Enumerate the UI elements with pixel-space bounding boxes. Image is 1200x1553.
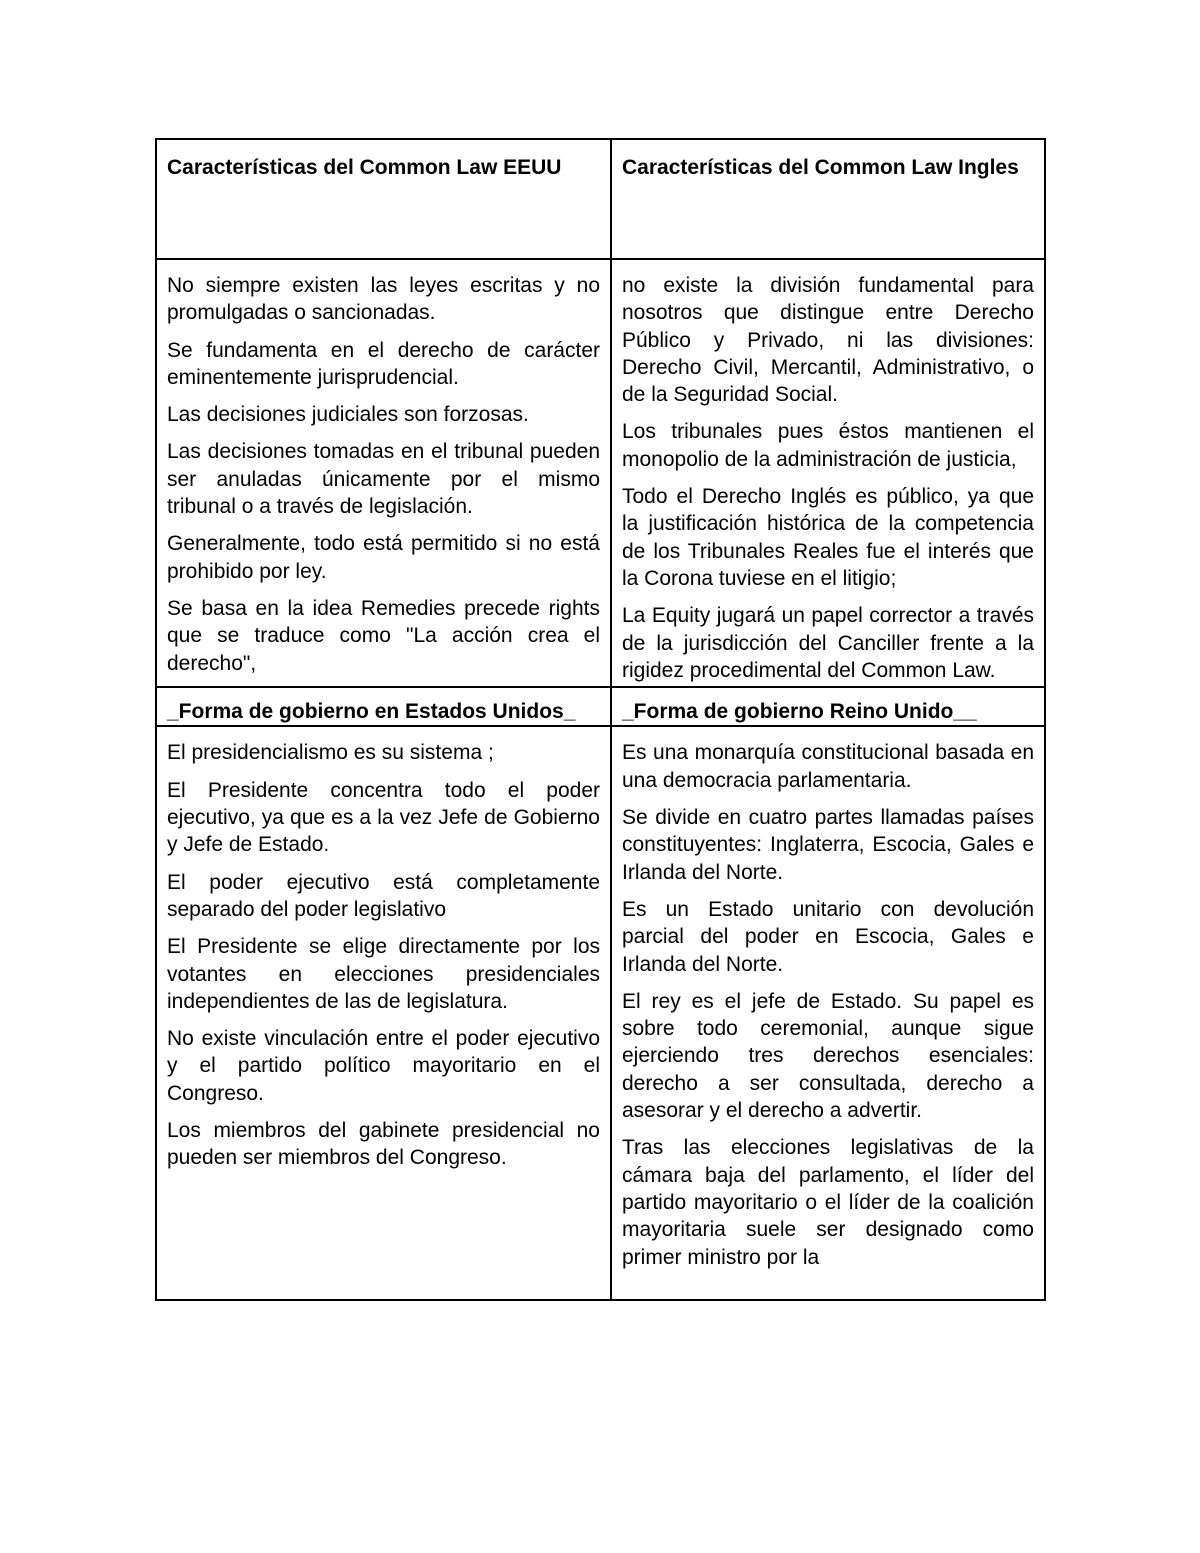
gov-left-cell xyxy=(156,726,611,1300)
list-item: Se fundamenta en el derecho de carácter eminentemente jurisprudencial. xyxy=(167,338,600,389)
list-item: Tras las elecciones legislativas de la cámara baja del parlamento, el líder del partido mayoritario o el líder de la coalición mayoritaria suele ser designado como primer ministro por la xyxy=(622,1136,1034,1269)
government-row xyxy=(156,726,1045,1300)
gov-right-cell xyxy=(611,726,1045,1300)
list-item: La Equity jugará un papel corrector a través de la jurisdicción del Canciller frente a la rigidez procedimental del Common Law. xyxy=(622,604,1034,682)
gov-right-content xyxy=(622,739,1034,1299)
list-item: No siempre existen las leyes escritas y no promulgadas o sancionadas. xyxy=(167,274,600,325)
list-item: Los miembros del gabinete presidencial no pueden ser miembros del Congreso. xyxy=(167,1119,600,1170)
list-item: Es un Estado unitario con devolución parcial del poder en Escocia, Gales e Irlanda del Norte. xyxy=(622,897,1034,976)
header-right-title: Características del Common Law Ingles xyxy=(622,156,1019,179)
header-cell-left xyxy=(156,139,611,259)
header-left-title: Características del Common Law EEUU xyxy=(167,156,562,179)
list-item: Las decisiones tomadas en el tribunal pueden ser anuladas únicamente por el mismo tribunal o a través de legislación. xyxy=(167,440,600,519)
list-item: Los tribunales pues éstos mantienen el monopolio de la administración de justicia, xyxy=(622,420,1034,471)
list-item: Todo el Derecho Inglés es público, ya que la justificación histórica de la competencia de los Tribunales Reales fue el interés que la Corona tuviese en el litigio; xyxy=(622,485,1034,590)
list-item: El Presidente concentra todo el poder ejecutivo, ya que es a la vez Jefe de Gobierno y Jefe de Estado. xyxy=(167,778,600,857)
header-row xyxy=(156,139,1045,259)
list-item: El rey es el jefe de Estado. Su papel es sobre todo ceremonial, aunque sigue ejerciendo tres derechos esenciales: derecho a ser consultada, derecho a asesorar y el derecho a advertir. xyxy=(622,989,1034,1123)
common-law-left-cell xyxy=(156,259,611,687)
list-item: no existe la división fundamental para nosotros que distingue entre Derecho Público y Privado, ni las divisiones: Derecho Civil, Mercantil, Administrativo, o de la Seguridad Social. xyxy=(622,274,1034,407)
list-item: El poder ejecutivo está completamente separado del poder legislativo xyxy=(167,870,600,921)
list-item: El presidencialismo es su sistema ; xyxy=(167,741,494,765)
header-cell-right xyxy=(611,139,1045,259)
list-item: El Presidente se elige directamente por los votantes en elecciones presidenciales independientes de las de legislatura. xyxy=(167,935,600,1013)
gov-left-content xyxy=(167,739,600,1299)
comparison-table xyxy=(155,138,1046,1301)
government-header-row xyxy=(156,687,1045,726)
list-item: Las decisiones judiciales son forzosas. xyxy=(167,403,529,427)
common-law-row xyxy=(156,259,1045,687)
gov-header-left: _Forma de gobierno en Estados Unidos_ xyxy=(156,687,611,726)
common-law-right-cell xyxy=(611,259,1045,687)
list-item: Generalmente, todo está permitido si no está prohibido por ley. xyxy=(167,532,600,583)
list-item: Se divide en cuatro partes llamadas países constituyentes: Inglaterra, Escocia, Gales e Irlanda del Norte. xyxy=(622,806,1034,884)
list-item: Es una monarquía constitucional basada en una democracia parlamentaria. xyxy=(622,741,1034,792)
list-item: Se basa en la idea Remedies precede rights que se traduce como "La acción crea el derecho", xyxy=(167,596,600,675)
gov-header-right: _Forma de gobierno Reino Unido__ xyxy=(611,687,1045,726)
list-item: No existe vinculación entre el poder ejecutivo y el partido político mayoritario en el Congreso. xyxy=(167,1027,600,1105)
